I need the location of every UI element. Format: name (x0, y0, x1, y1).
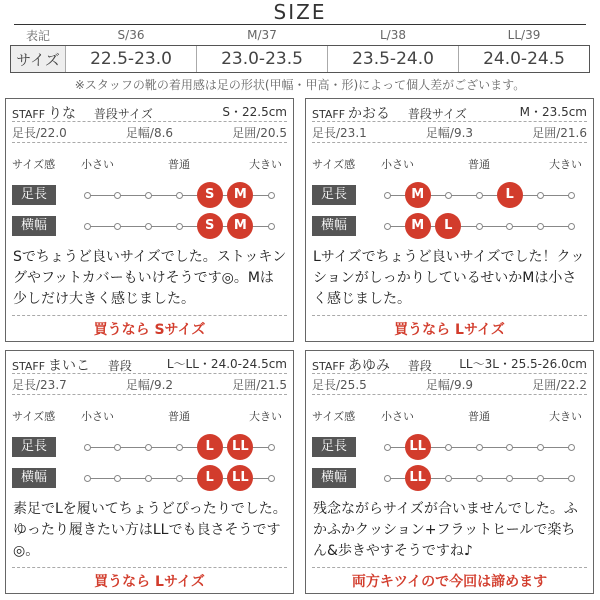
staff-comment: Lサイズでちょうど良いサイズでした！クッションがしっかりしているせいかMは小さく感じました。 (313, 249, 585, 307)
staff-label: STAFF (12, 360, 46, 373)
fit-scale-dot (114, 192, 121, 199)
fit-marker: M (227, 182, 253, 208)
divider (312, 315, 587, 316)
fit-marker: LL (227, 434, 253, 460)
scale-small-label: 小さい (81, 158, 114, 171)
fit-scale-header (312, 156, 587, 172)
size-table-header: LL/39 (507, 28, 541, 42)
length-row-label: 足長 (312, 185, 356, 205)
fit-scale-dot (476, 444, 483, 451)
staff-header (12, 355, 287, 373)
fit-scale-dot (84, 192, 91, 199)
fit-scale-dot (114, 444, 121, 451)
usual-size-value: L〜LL・24.0-24.5cm (166, 357, 287, 371)
scale-large-label: 大きい (549, 410, 582, 423)
fit-marker: L (435, 213, 461, 239)
length-row-label: 足長 (312, 437, 356, 457)
fit-scale-dot (384, 444, 391, 451)
staff-header (12, 103, 287, 121)
foot-girth: 足囲/20.5 (232, 126, 287, 140)
foot-measurements (312, 376, 587, 392)
divider (12, 121, 287, 122)
fit-scale-dot (268, 192, 275, 199)
staff-review-card (305, 98, 594, 342)
length-row-label: 足長 (12, 437, 56, 457)
divider (312, 142, 587, 143)
size-table-header: M/37 (247, 28, 277, 42)
fit-scale-dot (568, 192, 575, 199)
fit-scale-dot (176, 475, 183, 482)
size-chart-table (10, 25, 590, 73)
scale-normal-label: 普通 (168, 158, 190, 171)
foot-measurements (12, 376, 287, 392)
fit-scale-dot (114, 223, 121, 230)
fit-scale-dot (268, 475, 275, 482)
fit-scale-dot (506, 223, 513, 230)
staff-name: まいこ (48, 358, 91, 373)
fit-scale-dot (537, 223, 544, 230)
divider (12, 567, 287, 568)
scale-small-label: 小さい (381, 158, 414, 171)
scale-large-label: 大きい (549, 158, 582, 171)
fit-section-label: サイズ感 (312, 410, 356, 423)
fit-section-label: サイズ感 (312, 158, 356, 171)
staff-review-card (305, 350, 594, 594)
size-title: SIZE (273, 0, 327, 24)
foot-width: 足幅/9.3 (425, 126, 474, 140)
foot-width: 足幅/9.9 (425, 378, 474, 392)
size-table-cell: 23.0-23.5 (197, 46, 328, 73)
divider (12, 315, 287, 316)
size-table-cell: 23.5-24.0 (328, 46, 459, 73)
staff-comment: 素足でLを履いてちょうどぴったりでした。ゆったり履きたい方はLLでも良さそうです◎。 (13, 501, 287, 559)
staff-review-card (5, 98, 294, 342)
foot-measurements (12, 124, 287, 140)
fit-scale-dot (445, 444, 452, 451)
fit-marker: S (197, 182, 223, 208)
size-table-header: L/38 (380, 28, 406, 42)
fit-scale-dot (84, 444, 91, 451)
staff-comment: Sでちょうど良いサイズでした。ストッキングやフットカバーもいけそうです◎。Mは少しだけ大きく感じました。 (13, 249, 287, 307)
fit-scale-dot (384, 192, 391, 199)
usual-size-value: LL〜3L・25.5-26.0cm (459, 357, 587, 371)
fit-scale-dot (384, 223, 391, 230)
fit-marker: L (197, 434, 223, 460)
size-table-row-label: サイズ (11, 46, 66, 73)
fit-scale-dot (537, 444, 544, 451)
foot-girth: 足囲/21.6 (532, 126, 587, 140)
fit-scale-dot (476, 223, 483, 230)
purchase-verdict: 買うなら Lサイズ (394, 322, 505, 338)
staff-header (312, 103, 587, 121)
staff-label: STAFF (12, 108, 46, 121)
fit-scale-dot (268, 223, 275, 230)
fit-scale-dot (506, 444, 513, 451)
size-table-header-label: 表記 (25, 28, 50, 43)
fit-marker: L (197, 465, 223, 491)
fit-marker: L (497, 182, 523, 208)
size-table-cell: 24.0-24.5 (459, 46, 590, 73)
scale-large-label: 大きい (249, 410, 282, 423)
size-table-header: S/36 (117, 28, 145, 42)
foot-measurements (312, 124, 587, 140)
fit-disclaimer-note: ※スタッフの靴の着用感は足の形状(甲幅・甲高・形)によって個人差がございます。 (74, 78, 526, 92)
fit-scale-dot (114, 475, 121, 482)
staff-label: STAFF (312, 108, 346, 121)
fit-marker: M (405, 213, 431, 239)
usual-size-value: S・22.5cm (222, 105, 287, 119)
foot-width: 足幅/9.2 (125, 378, 174, 392)
usual-size-label: 普段 (107, 359, 132, 373)
fit-scale-dot (145, 223, 152, 230)
divider (12, 394, 287, 395)
fit-scale-dot (176, 223, 183, 230)
usual-size-label: 普段サイズ (93, 107, 153, 121)
foot-girth: 足囲/22.2 (532, 378, 587, 392)
staff-name: あゆみ (348, 358, 391, 373)
divider (312, 373, 587, 374)
purchase-verdict: 買うなら Sサイズ (93, 322, 206, 338)
staff-name: かおる (348, 106, 391, 121)
purchase-verdict: 買うなら Lサイズ (94, 574, 205, 590)
size-table-cell: 22.5-23.0 (66, 46, 197, 73)
fit-scale-dot (145, 475, 152, 482)
divider (312, 121, 587, 122)
fit-scale-dot (506, 475, 513, 482)
fit-scale-dot (145, 192, 152, 199)
scale-normal-label: 普通 (468, 158, 490, 171)
fit-scale-dot (476, 192, 483, 199)
staff-label: STAFF (312, 360, 346, 373)
width-row-label: 横幅 (312, 216, 356, 236)
fit-scale-dot (384, 475, 391, 482)
fit-marker: LL (405, 434, 431, 460)
scale-large-label: 大きい (249, 158, 282, 171)
foot-length: 足長/23.1 (312, 126, 367, 140)
fit-scale-dot (537, 475, 544, 482)
scale-small-label: 小さい (381, 410, 414, 423)
staff-comment: 残念ながらサイズが合いませんでした。ふかふかクッション+フラットヒールで楽ちん&歩きやすそうですね♪ (313, 501, 578, 559)
fit-scale-dot (176, 444, 183, 451)
scale-small-label: 小さい (81, 410, 114, 423)
fit-scale-header (312, 408, 587, 424)
scale-normal-label: 普通 (168, 410, 190, 423)
width-row-label: 横幅 (12, 468, 56, 488)
fit-scale-dot (176, 192, 183, 199)
purchase-verdict: 両方キツイので今回は諦めます (351, 574, 548, 590)
fit-marker: LL (405, 465, 431, 491)
fit-marker: M (405, 182, 431, 208)
fit-scale-dot (268, 444, 275, 451)
fit-scale-dot (445, 475, 452, 482)
fit-section-label: サイズ感 (12, 410, 56, 423)
scale-normal-label: 普通 (468, 410, 490, 423)
fit-marker: S (197, 213, 223, 239)
fit-scale-dot (84, 475, 91, 482)
fit-scale-dot (568, 475, 575, 482)
fit-scale-dot (445, 192, 452, 199)
foot-girth: 足囲/21.5 (232, 378, 287, 392)
fit-scale-dot (568, 444, 575, 451)
usual-size-value: M・23.5cm (519, 105, 587, 119)
fit-scale-dot (537, 192, 544, 199)
fit-marker: LL (227, 465, 253, 491)
length-row-label: 足長 (12, 185, 56, 205)
divider (312, 567, 587, 568)
foot-length: 足長/23.7 (12, 378, 67, 392)
usual-size-label: 普段サイズ (407, 107, 467, 121)
divider (312, 394, 587, 395)
divider (12, 142, 287, 143)
staff-name: りな (48, 106, 77, 121)
fit-scale-header (12, 156, 287, 172)
staff-review-card (5, 350, 294, 594)
staff-header (312, 355, 587, 373)
foot-width: 足幅/8.6 (125, 126, 174, 140)
fit-section-label: サイズ感 (12, 158, 56, 171)
fit-scale-dot (476, 475, 483, 482)
foot-length: 足長/25.5 (312, 378, 367, 392)
fit-scale-dot (568, 223, 575, 230)
fit-scale-dot (145, 444, 152, 451)
divider (12, 373, 287, 374)
fit-scale-dot (84, 223, 91, 230)
fit-scale-header (12, 408, 287, 424)
foot-length: 足長/22.0 (12, 126, 67, 140)
fit-marker: M (227, 213, 253, 239)
width-row-label: 横幅 (312, 468, 356, 488)
usual-size-label: 普段 (407, 359, 432, 373)
width-row-label: 横幅 (12, 216, 56, 236)
